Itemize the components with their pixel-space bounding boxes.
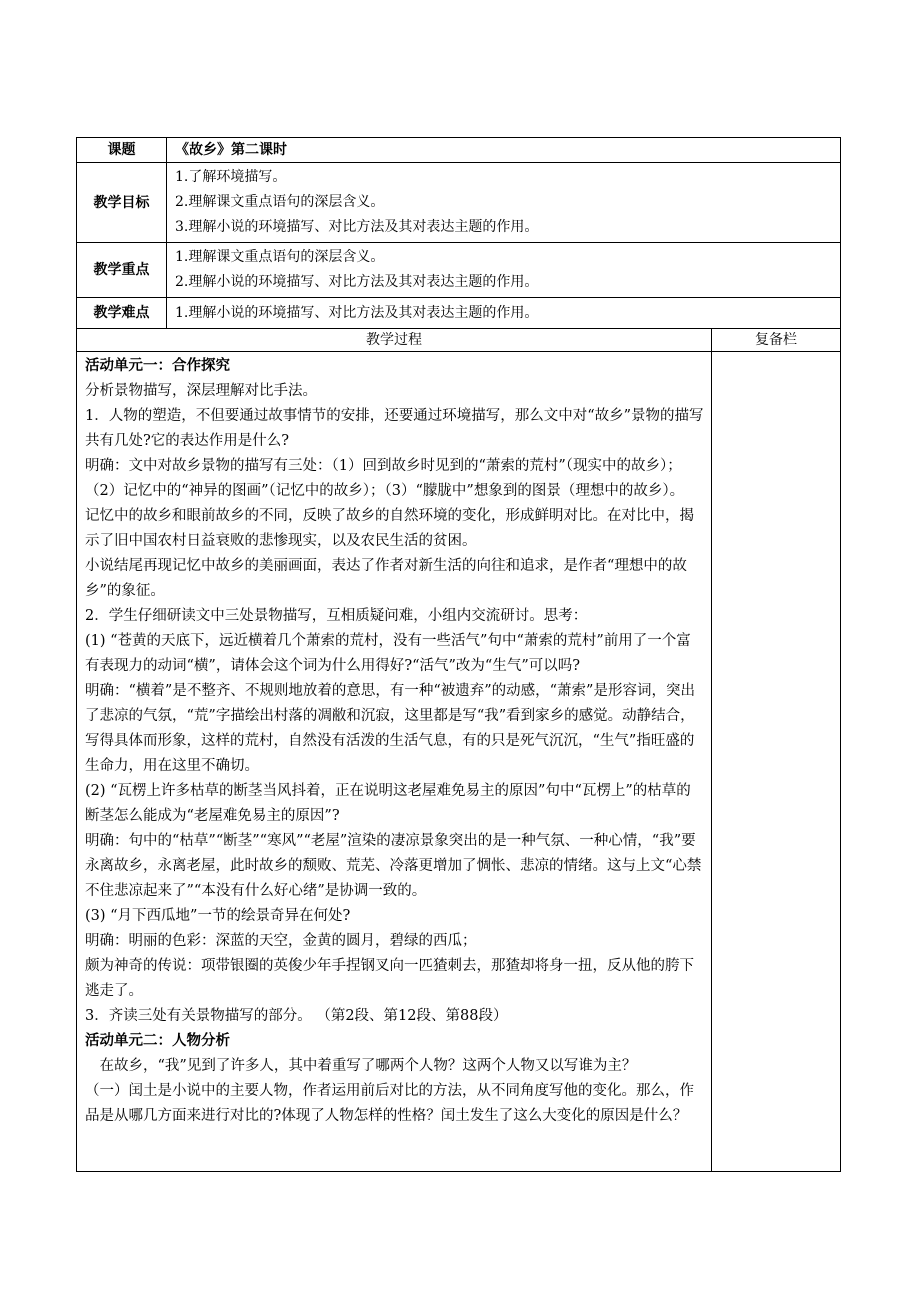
lesson-plan-table xyxy=(76,137,841,1172)
paragraph: 记忆中的故乡和眼前故乡的不同，反映了故乡的自然环境的变化，形成鲜明对比。在对比中，揭示了旧中国农村日益衰败的悲惨现实，以及农民生活的贫困。 xyxy=(85,508,694,549)
difficulties-row xyxy=(77,298,841,329)
lesson-plan-page xyxy=(76,137,840,1172)
paragraph: 1．人物的塑造，不但要通过故事情节的安排，还要通过环境描写，那么文中对“故乡”景物的描写共有几处?它的表达作用是什么? xyxy=(85,408,704,449)
title-value: 《故乡》第二课时 xyxy=(167,138,841,163)
process-header: 教学过程 xyxy=(77,329,712,352)
key-points-row xyxy=(77,243,841,298)
paragraph: 2．学生仔细研读文中三处景物描写，互相质疑问难，小组内交流研讨。思考： xyxy=(85,608,588,624)
paragraph: 明确：句中的“枯草”“断茎”“寒风”“老屋”渲染的凄凉景象突出的是一种气氛、一种心情，“我”要永离故乡，永离老屋，此时故乡的颓败、荒芜、冷落更增加了惆怅、悲凉的情绪。这与上文“心禁不住悲凉起来了”“本没有什么好心绪”是协调一致的。 xyxy=(85,833,702,899)
objectives-content xyxy=(167,163,841,243)
process-header-row xyxy=(77,329,841,352)
paragraph: 明确：明丽的色彩：深蓝的天空，金黄的圆月，碧绿的西瓜； xyxy=(85,933,477,949)
objectives-row xyxy=(77,163,841,243)
paragraph: 3．齐读三处有关景物描写的部分。 （第2段、第12段、第88段） xyxy=(85,1008,508,1024)
paragraph: 小说结尾再现记忆中故乡的美丽画面，表达了作者对新生活的向往和追求，是作者“理想中的故乡”的象征。 xyxy=(85,558,687,599)
paragraph: (1) “苍黄的天底下，远近横着几个萧索的荒村，没有一些活气”句中“萧索的荒村”前用了一个富有表现力的动词“横”，请体会这个词为什么用得好?“活气”改为“生气”可以吗? xyxy=(85,633,691,674)
process-row xyxy=(77,352,841,1172)
objective-item: 3.理解小说的环境描写、对比方法及其对表达主题的作用。 xyxy=(175,219,539,235)
title-label: 课题 xyxy=(77,138,167,163)
key-point-item: 1.理解课文重点语句的深层含义。 xyxy=(175,249,385,265)
key-point-item: 2.理解小说的环境描写、对比方法及其对表达主题的作用。 xyxy=(175,274,539,290)
paragraph: 明确：文中对故乡景物的描写有三处：（1）回到故乡时见到的“萧索的荒村”（现实中的故乡）；（2）记忆中的“神异的图画”（记忆中的故乡）；（3）“朦胧中”想象到的图景（理想中的故乡）。 xyxy=(85,458,685,499)
paragraph: (2) “瓦楞上许多枯草的断茎当风抖着，正在说明这老屋难免易主的原因”句中“瓦楞上”的枯草的断茎怎么能成为“老屋难免易主的原因”? xyxy=(85,783,691,824)
paragraph: (3) “月下西瓜地”一节的绘景奇异在何处? xyxy=(85,908,351,924)
paragraph: （一）闰土是小说中的主要人物，作者运用前后对比的方法，从不同角度写他的变化。那么，作品是从哪几方面来进行对比的?体现了人物怎样的性格？闰土发生了这么大变化的原因是什么？ xyxy=(85,1083,694,1124)
objective-item: 1.了解环境描写。 xyxy=(175,169,287,185)
key-points-label: 教学重点 xyxy=(77,243,167,298)
notes-header: 复备栏 xyxy=(712,329,841,352)
unit1-title: 活动单元一：合作探究 xyxy=(85,358,230,374)
notes-column xyxy=(712,352,841,1172)
objectives-label: 教学目标 xyxy=(77,163,167,243)
paragraph: 在故乡，“我”见到了许多人，其中着重写了哪两个人物？这两个人物又以写谁为主？ xyxy=(99,1058,637,1074)
paragraph: 明确：“横着”是不整齐、不规则地放着的意思，有一种“被遗弃”的动感，“萧索”是形容词，突出了悲凉的气氛，“荒”字描绘出村落的凋敝和沉寂，这里都是写“我”看到家乡的感觉。动静结合，写得具体而形象，这样的荒村，自然没有活泼的生活气息，有的只是死气沉沉，“生气”指旺盛的生命力，用在这里不确切。 xyxy=(85,683,695,774)
paragraph: 分析景物描写，深层理解对比手法。 xyxy=(85,383,317,399)
title-row xyxy=(77,138,841,163)
objective-item: 2.理解课文重点语句的深层含义。 xyxy=(175,194,385,210)
difficulties-content xyxy=(167,298,841,329)
key-points-content xyxy=(167,243,841,298)
difficulty-item: 1.理解小说的环境描写、对比方法及其对表达主题的作用。 xyxy=(175,305,539,321)
paragraph: 颇为神奇的传说：项带银圈的英俊少年手捏钢叉向一匹猹刺去，那猹却将身一扭，反从他的胯下逃走了。 xyxy=(85,958,694,999)
process-content xyxy=(77,352,712,1172)
unit2-title: 活动单元二：人物分析 xyxy=(85,1033,230,1049)
difficulties-label: 教学难点 xyxy=(77,298,167,329)
